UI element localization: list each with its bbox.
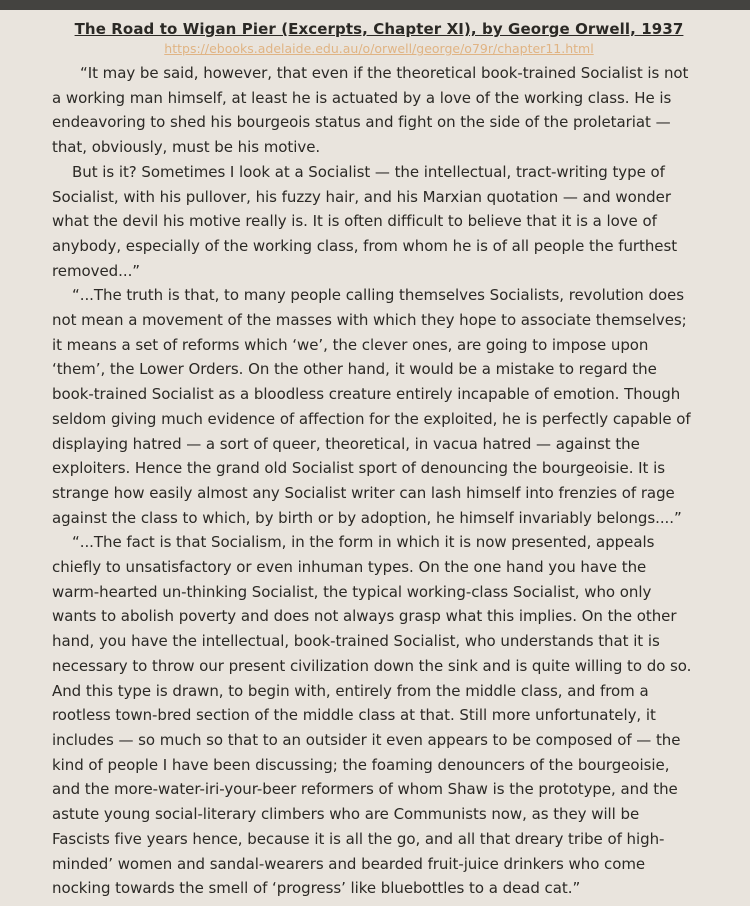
text-line: chiefly to unsatisfactory or even inhuman types. On the one hand you have the [52, 558, 647, 577]
text-line: wants to abolish poverty and does not always grasp what this implies. On the other [52, 607, 677, 626]
text-line: “It may be said, however, that even if the theoretical book-trained Socialist is not [80, 64, 689, 82]
text-line: against the class to which, by birth or by adoption, he himself invariably belongs....” [52, 508, 682, 527]
text-line: displaying hatred — a sort of queer, theoretical, in vacua hatred — against the [52, 434, 640, 453]
text-line: necessary to throw our present civilization down the sink and is quite willing to do so. [52, 656, 692, 675]
text-line: not mean a movement of the masses with which they hope to associate themselves; [52, 311, 687, 330]
text-line: includes — so much so that to an outsider it even appears to be composed of — the [52, 730, 681, 749]
text-line: And this type is drawn, to begin with, entirely from the middle class, and from a [52, 681, 649, 700]
text-line: strange how easily almost any Socialist writer can lash himself into frenzies of rage [52, 483, 675, 502]
text-line: what the devil his motive really is. It is often difficult to believe that it is a love of [52, 212, 657, 231]
text-line: astute young social-literary climbers who are Communists now, as they will be [52, 805, 640, 824]
text-line: ‘them’, the Lower Orders. On the other hand, it would be a mistake to regard the [52, 360, 657, 379]
text-line: rootless town-bred section of the middle class at that. Still more unfortunately, it [52, 706, 656, 725]
top-edge-bar [0, 0, 750, 10]
text-line: kind of people I have been discussing; the foaming denouncers of the bourgeoisie, [52, 755, 670, 774]
paragraph-3 [52, 283, 706, 530]
document-page [0, 10, 750, 906]
text-line: Fascists five years hence, because it is all the go, and all that dreary tribe of high- [52, 829, 665, 848]
text-line: it means a set of reforms which ‘we’, the clever ones, are going to impose upon [52, 335, 649, 354]
text-line: and the more-water-iri-your-beer reformers of whom Shaw is the prototype, and the [52, 780, 678, 799]
text-line: But is it? Sometimes I look at a Socialist — the intellectual, tract-writing type of [72, 162, 665, 181]
text-line: that, obviously, must be his motive. [52, 138, 321, 157]
text-line: nocking towards the smell of ‘progress’ like bluebottles to a dead cat.” [52, 879, 581, 898]
source-url-link[interactable]: https://ebooks.adelaide.edu.au/o/orwell/george/o79r/chapter11.html [164, 41, 594, 56]
text-line: hand, you have the intellectual, book-trained Socialist, who understands that it is [52, 632, 660, 651]
paragraph-1 [52, 61, 706, 160]
paragraph-2 [52, 160, 706, 284]
text-line: removed...” [52, 261, 141, 280]
text-line: book-trained Socialist as a bloodless creature entirely incapable of emotion. Though [52, 385, 681, 404]
text-line: seldom giving much evidence of affection for the exploited, he is perfectly capable of [52, 409, 691, 428]
text-line: anybody, especially of the working class, from whom he is of all people the furthest [52, 236, 678, 255]
text-line: Socialist, with his pullover, his fuzzy hair, and his Marxian quotation — and wonder [52, 187, 671, 206]
text-line: exploiters. Hence the grand old Socialist sport of denouncing the bourgeoisie. It is [52, 459, 665, 478]
text-line: “...The fact is that Socialism, in the form in which it is now presented, appeals [72, 533, 655, 552]
text-line: minded’ women and sandal-wearers and bearded fruit-juice drinkers who come [52, 854, 646, 873]
paragraph-4 [52, 530, 706, 901]
text-line: a working man himself, at least he is actuated by a love of the working class. He is [52, 88, 672, 107]
text-line: “...The truth is that, to many people calling themselves Socialists, revolution does [72, 286, 684, 305]
text-line: warm-hearted un-thinking Socialist, the typical working-class Socialist, who only [52, 582, 652, 601]
text-line: endeavoring to shed his bourgeois status and fight on the side of the proletariat — [52, 113, 671, 132]
document-title: The Road to Wigan Pier (Excerpts, Chapter XI), by George Orwell, 1937 [74, 20, 684, 38]
